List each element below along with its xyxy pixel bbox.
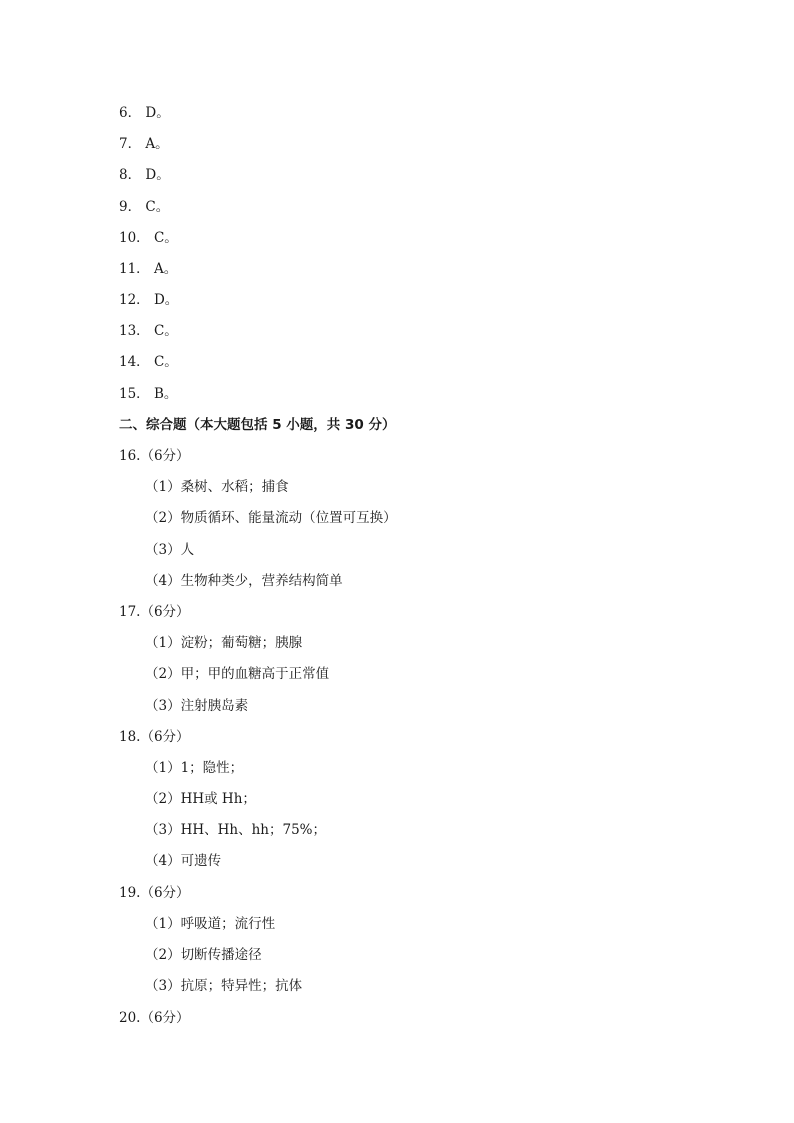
- q18-item-3: （3）HH、Hh、hh；75%；: [145, 822, 326, 838]
- answer-10: 10． C。: [119, 230, 178, 246]
- q18-title: 18.（6分）: [119, 729, 190, 745]
- answer-15: 15． B。: [119, 386, 178, 402]
- answer-13: 13． C。: [119, 323, 178, 339]
- q20-title: 20.（6分）: [119, 1010, 190, 1026]
- q18-item-4: （4）可遗传: [145, 853, 222, 869]
- answer-9: 9． C。: [119, 199, 170, 215]
- answer-11: 11． A。: [119, 261, 178, 277]
- q19-item-2: （2）切断传播途径: [145, 947, 262, 963]
- answer-7: 7． A。: [119, 136, 169, 152]
- answer-12: 12． D。: [119, 292, 179, 308]
- q17-title: 17.（6分）: [119, 604, 190, 620]
- q16-item-2: （2）物质循环、能量流动（位置可互换）: [145, 510, 397, 526]
- section-heading: 二、综合题（本大题包括 5 小题，共 30 分）: [119, 417, 396, 433]
- q18-item-2: （2）HH或 Hh；: [145, 791, 256, 807]
- q17-item-2: （2）甲；甲的血糖高于正常值: [145, 666, 330, 682]
- q18-item-1: （1）1；隐性；: [145, 760, 244, 776]
- q17-item-1: （1）淀粉；葡萄糖；胰腺: [145, 635, 303, 651]
- q16-title: 16.（6分）: [119, 448, 190, 464]
- answer-8: 8． D。: [119, 167, 170, 183]
- q17-item-3: （3）注射胰岛素: [145, 698, 249, 714]
- q16-item-4: （4）生物种类少，营养结构简单: [145, 573, 343, 589]
- answer-6: 6． D。: [119, 105, 170, 121]
- answer-14: 14． C。: [119, 354, 178, 370]
- q19-title: 19.（6分）: [119, 885, 190, 901]
- q19-item-1: （1）呼吸道；流行性: [145, 916, 276, 932]
- q16-item-3: （3）人: [145, 542, 195, 558]
- q16-item-1: （1）桑树、水稻；捕食: [145, 479, 289, 495]
- q19-item-3: （3）抗原；特异性；抗体: [145, 978, 303, 994]
